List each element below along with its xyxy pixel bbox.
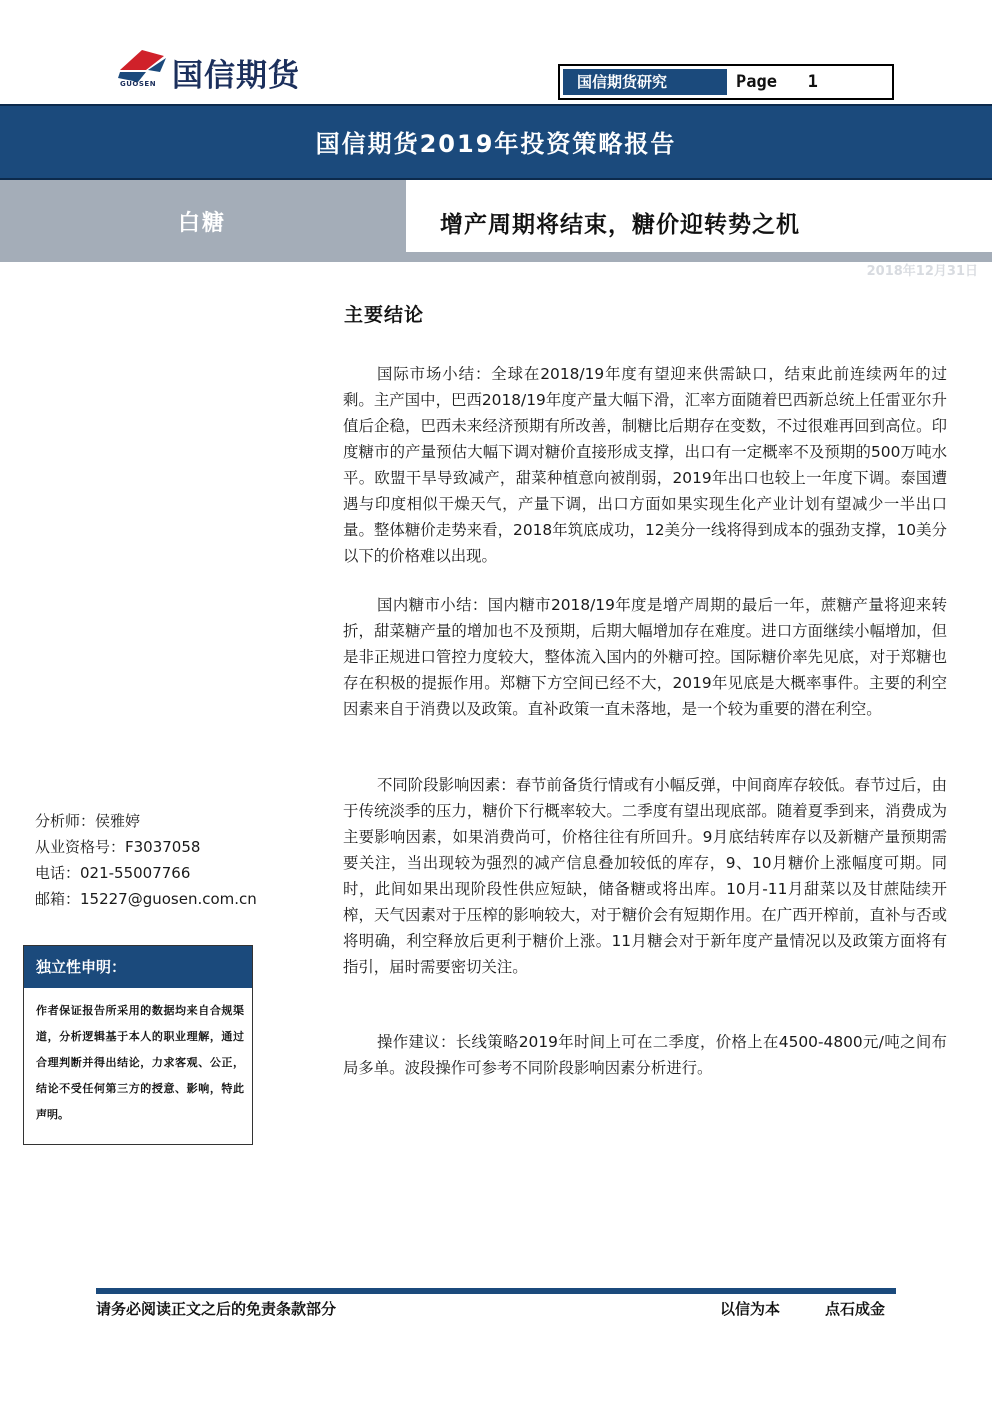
paragraph-stage-factors: 不同阶段影响因素：春节前备货行情或有小幅反弹，中间商库存较低。春节过后，由于传统淡季的压力，糖价下行概率较大。二季度有望出现底部。随着夏季到来，消费成为主要影响因素，如果消费尚可，价格往往有所回升。9月底结转库存以及新糖产量预期需要关注，当出现较为强烈的减产信息叠加较低的库存，9、10月糖价上涨幅度可期。同时，此间如果出现阶段性供应短缺，储备糖或将出库。10月-11月甜菜以及甘蔗陆续开榨，天气因素对于压榨的影响较大，对于糖价会有短期作用。在广西开榨前，直补与否或将明确，利空释放后更利于糖价上涨。11月糖会对于新年度产量情况以及政策方面将有指引，届时需要密切关注。 (343, 776, 947, 976)
paragraph-international: 国际市场小结：全球在2018/19年度有望迎来供需缺口，结束此前连续两年的过剩。主产国中，巴西2018/19年度产量大幅下滑，汇率方面随着巴西新总统上任雷亚尔升值后企稳，巴西未来经济预期有所改善，制糖比后期存在变数，不过很难再回到高位。印度糖市的产量预估大幅下调对糖价直接形成支撑，出口有一定概率不及预期的500万吨水平。欧盟干旱导致减产，甜菜种植意向被削弱，2019年出口也较上一年度下调。泰国遭遇与印度相似干燥天气，产量下调，出口方面如果实现生化产业计划有望减少一半出口量。整体糖价走势来看，2018年筑底成功，12美分一线将得到成本的强劲支撑，10美分以下的价格难以出现。 (343, 365, 947, 565)
independence-title: 独立性申明： (24, 946, 252, 988)
header-tag-box (558, 64, 894, 100)
title-banner (0, 104, 992, 180)
footer-rule (96, 1288, 896, 1294)
independence-statement-box (23, 945, 253, 1145)
analyst-phone: 电话：021-55007766 (35, 864, 191, 882)
company-logo (116, 48, 356, 92)
analyst-license: 从业资格号：F3037058 (35, 838, 201, 856)
subtitle-banner (0, 180, 992, 279)
section-title: 主要结论 (344, 304, 425, 326)
report-headline: 增产周期将结束，糖价迎转势之机 (440, 212, 800, 238)
analyst-name: 分析师：侯雅婷 (35, 812, 141, 830)
analyst-email: 邮箱：15227@guosen.com.cn (35, 890, 257, 908)
company-name-latin: GUOSEN (120, 80, 157, 88)
footer-motto-2: 点石成金 (825, 1300, 886, 1318)
page-number: Page 1 (736, 72, 818, 92)
footer-disclaimer: 请务必阅读正文之后的免责条款部分 (96, 1300, 337, 1318)
headline-box (406, 180, 992, 252)
report-date: 2018年12月31日 (866, 264, 978, 279)
independence-body: 作者保证报告所采用的数据均来自合规渠道，分析逻辑基于本人的职业理解，通过合理判断并得出结论，力求客观、公正，结论不受任何第三方的授意、影响，特此声明。 (36, 1004, 244, 1121)
research-tag: 国信期货研究 (563, 69, 727, 95)
report-series-title: 国信期货2019年投资策略报告 (315, 130, 677, 158)
paragraph-domestic: 国内糖市小结：国内糖市2018/19年度是增产周期的最后一年，蔗糖产量将迎来转折，甜菜糖产量的增加也不及预期，后期大幅增加存在难度。进口方面继续小幅增加，但是非正规进口管控力度较大，整体流入国内的外糖可控。国际糖价率先见底，对于郑糖也存在积极的提振作用。郑糖下方空间已经不大，2019年见底是大概率事件。主要的利空因素来自于消费以及政策。直补政策一直未落地，是一个较为重要的潜在利空。 (343, 596, 947, 718)
sector-label: 白糖 (178, 211, 227, 236)
footer-motto-1: 以信为本 (720, 1300, 781, 1318)
paragraph-operation-advice: 操作建议：长线策略2019年时间上可在二季度，价格上在4500-4800元/吨之间布局多单。波段操作可参考不同阶段影响因素分析进行。 (343, 1033, 947, 1077)
company-name: 国信期货 (172, 58, 300, 94)
